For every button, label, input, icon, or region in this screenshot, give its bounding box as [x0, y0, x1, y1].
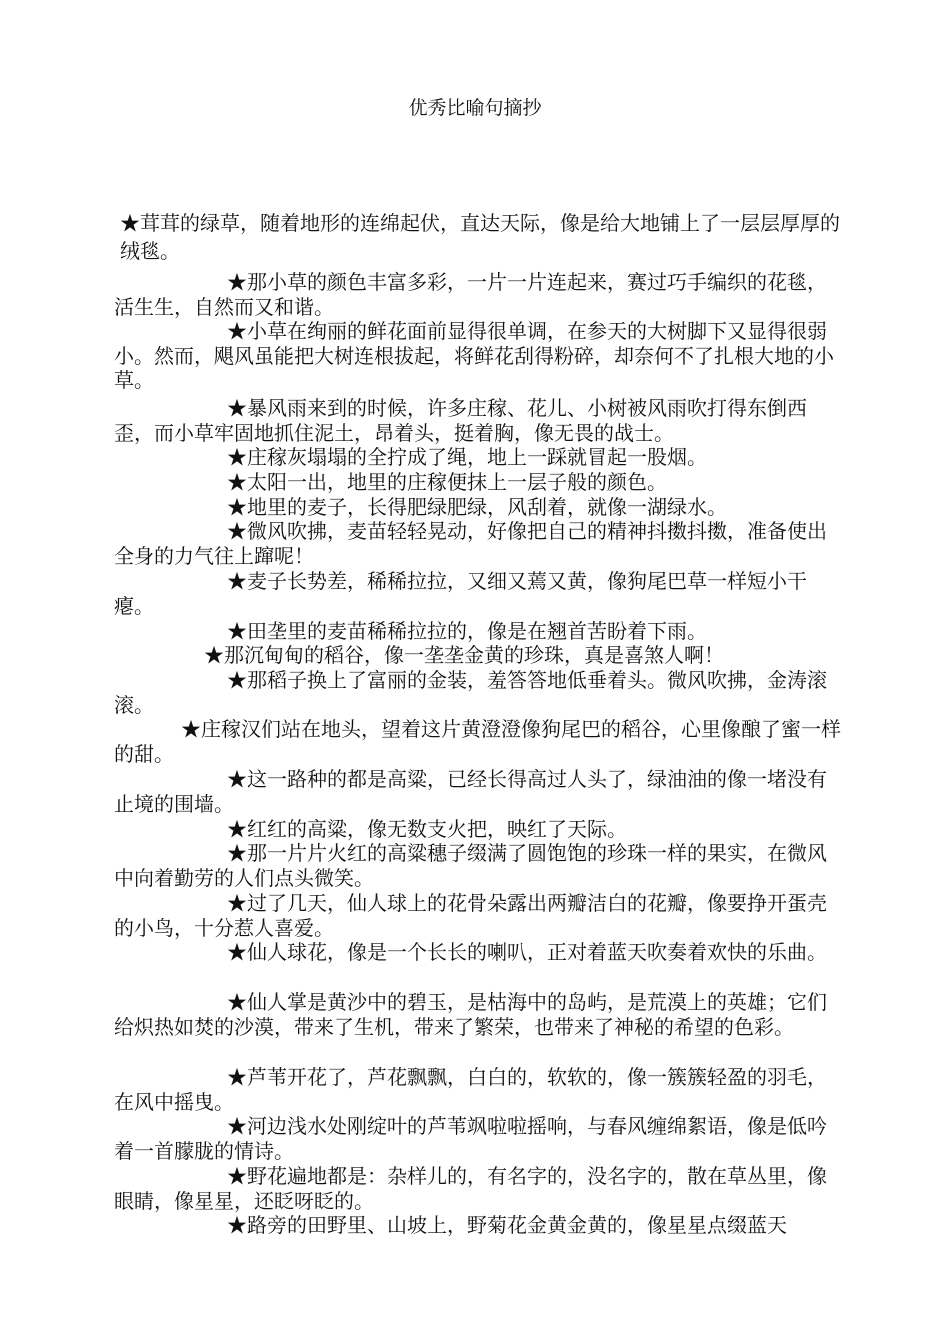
paragraph-21: ★河边浅水处刚绽叶的芦苇飒啦啦摇响，与春风缠绵絮语，像是低吟着一首朦胧的情诗。 — [114, 1114, 827, 1163]
document-title: 优秀比喻句摘抄 — [408, 97, 542, 119]
paragraph-5: ★庄稼灰塌塌的全拧成了绳，地上一踩就冒起一股烟。 — [227, 445, 707, 469]
paragraph-12: ★那稻子换上了富丽的金装，羞答答地低垂着头。微风吹拂，金涛滚滚。 — [114, 668, 827, 717]
paragraph-2: ★那小草的颜色丰富多彩，一片一片连起来，赛过巧手编织的花毯，活生生，自然而又和谐。 — [114, 270, 827, 319]
paragraph-19: ★仙人掌是黄沙中的碧玉，是枯海中的岛屿，是荒漠上的英雄；它们给炽热如焚的沙漠，带来了生机，带来了繁荣，也带来了神秘的希望的色彩。 — [114, 990, 827, 1039]
paragraph-4: ★暴风雨来到的时候，许多庄稼、花儿、小树被风雨吹打得东倒西歪，而小草牢固地抓住泥土，昂着头，挺着胸，像无畏的战士。 — [114, 396, 807, 445]
paragraph-18: ★仙人球花，像是一个长长的喇叭，正对着蓝天吹奏着欢快的乐曲。 — [227, 940, 827, 964]
paragraph-7: ★地里的麦子，长得肥绿肥绿，风刮着，就像一湖绿水。 — [227, 495, 727, 519]
paragraph-9: ★麦子长势差，稀稀拉拉，又细又蔫又黄，像狗尾巴草一样短小干瘪。 — [114, 569, 807, 618]
paragraph-1: ★茸茸的绿草，随着地形的连绵起伏，直达天际，像是给大地铺上了一层层厚厚的绒毯。 — [120, 211, 840, 263]
paragraph-3: ★小草在绚丽的鲜花面前显得很单调，在参天的大树脚下又显得很弱小。然而，飓风虽能把大树连根拔起，将鲜花刮得粉碎，却奈何不了扎根大地的小草。 — [114, 319, 834, 392]
paragraph-14: ★这一路种的都是高粱，已经长得高过人头了，绿油油的像一堵没有止境的围墙。 — [114, 767, 827, 816]
paragraph-8: ★微风吹拂，麦苗轻轻晃动，好像把自己的精神抖擞抖擞，准备使出全身的力气往上蹿呢！ — [114, 519, 827, 568]
paragraph-17: ★过了几天，仙人球上的花骨朵露出两瓣洁白的花瓣，像要挣开蛋壳的小鸟，十分惹人喜爱。 — [114, 891, 827, 940]
paragraph-16: ★那一片片火红的高粱穗子缀满了圆饱饱的珍珠一样的果实，在微风中向着勤劳的人们点头微笑。 — [114, 841, 827, 890]
paragraph-11: ★那沉甸甸的稻谷，像一垄垄金黄的珍珠，真是喜煞人啊！ — [204, 643, 724, 667]
paragraph-13: ★庄稼汉们站在地头，望着这片黄澄澄像狗尾巴的稻谷，心里像酿了蜜一样的甜。 — [114, 717, 841, 766]
paragraph-6: ★太阳一出，地里的庄稼便抹上一层子般的颜色。 — [227, 470, 667, 494]
paragraph-20: ★芦苇开花了，芦花飘飘，白白的，软软的，像一簇簇轻盈的羽毛，在风中摇曳。 — [114, 1065, 827, 1114]
paragraph-22: ★野花遍地都是：杂样儿的，有名字的，没名字的，散在草丛里，像眼睛，像星星，还眨呀眨的。 — [114, 1164, 827, 1213]
paragraph-10: ★田垄里的麦苗稀稀拉拉的，像是在翘首苦盼着下雨。 — [227, 619, 707, 643]
paragraph-15: ★红红的高粱，像无数支火把，映红了天际。 — [227, 817, 627, 841]
paragraph-23: ★路旁的田野里、山坡上，野菊花金黄金黄的，像星星点缀蓝天 — [227, 1213, 787, 1237]
